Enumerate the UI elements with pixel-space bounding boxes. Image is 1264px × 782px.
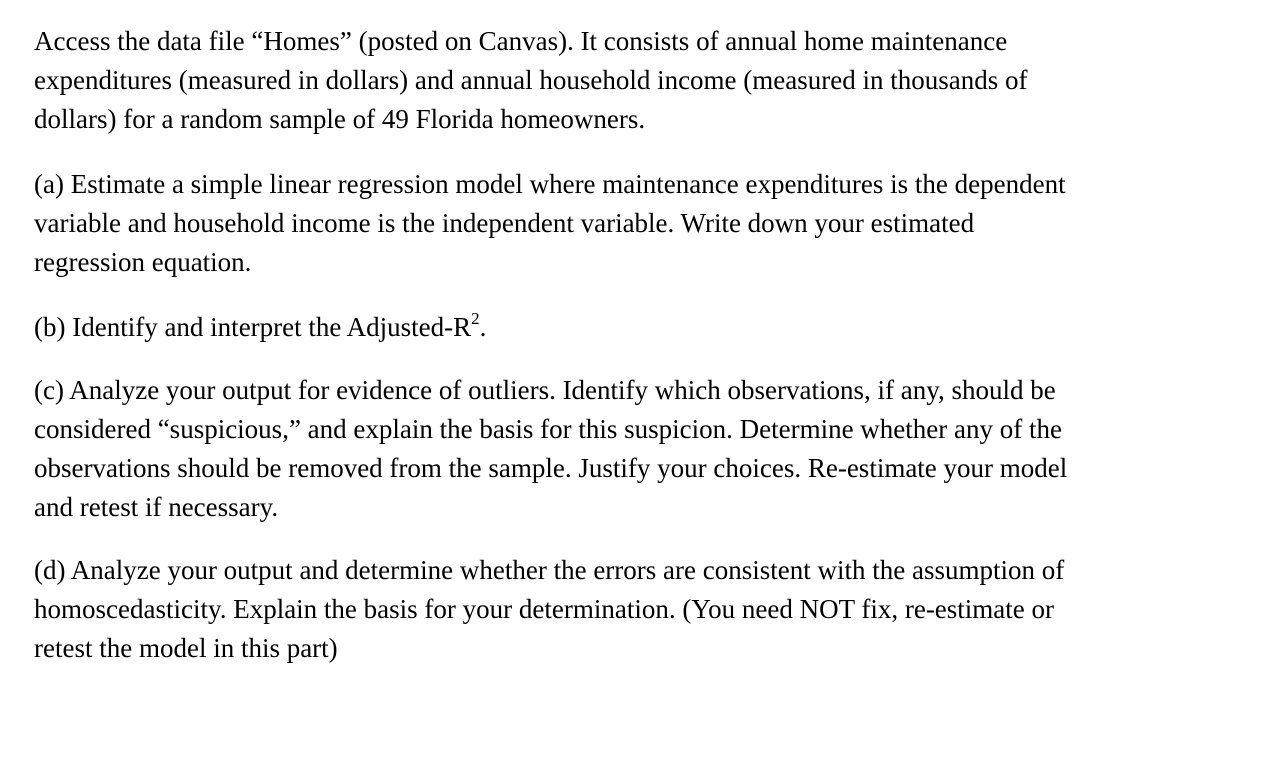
part-d-line: homoscedasticity. Explain the basis for your determination. (You need NOT fix, re-estimate or [34,594,1055,624]
part-a-line: (a) Estimate a simple linear regression model where maintenance expenditures is the dependent [34,169,1066,199]
part-d-line: (d) Analyze your output and determine whether the errors are consistent with the assumption of [34,555,1065,585]
intro-paragraph [34,22,1234,139]
part-c-line: observations should be removed from the sample. Justify your choices. Re-estimate your model [34,453,1068,483]
part-b-period: . [479,312,487,342]
intro-line: expenditures (measured in dollars) and annual household income (measured in thousands of [34,65,1028,95]
part-a-line: regression equation. [34,247,252,277]
part-d-paragraph [34,551,1234,668]
part-c-line: considered “suspicious,” and explain the basis for this suspicion. Determine whether any of the [34,414,1062,444]
intro-line: Access the data file “Homes” (posted on Canvas). It consists of annual home maintenance [34,26,1008,56]
part-a-paragraph [34,165,1234,282]
part-d-line: retest the model in this part) [34,633,338,663]
part-c-line: and retest if necessary. [34,492,279,522]
part-a-line: variable and household income is the independent variable. Write down your estimated [34,208,975,238]
part-c-paragraph [34,371,1234,527]
document-body [34,22,1234,668]
intro-line: dollars) for a random sample of 49 Florida homeowners. [34,104,646,134]
part-c-line: (c) Analyze your output for evidence of outliers. Identify which observations, if any, should be [34,375,1056,405]
part-b-paragraph [34,308,1234,347]
r-squared-superscript: 2 [471,309,480,328]
part-b-text: (b) Identify and interpret the Adjusted-R [34,312,472,342]
part-b-line [34,308,1234,347]
